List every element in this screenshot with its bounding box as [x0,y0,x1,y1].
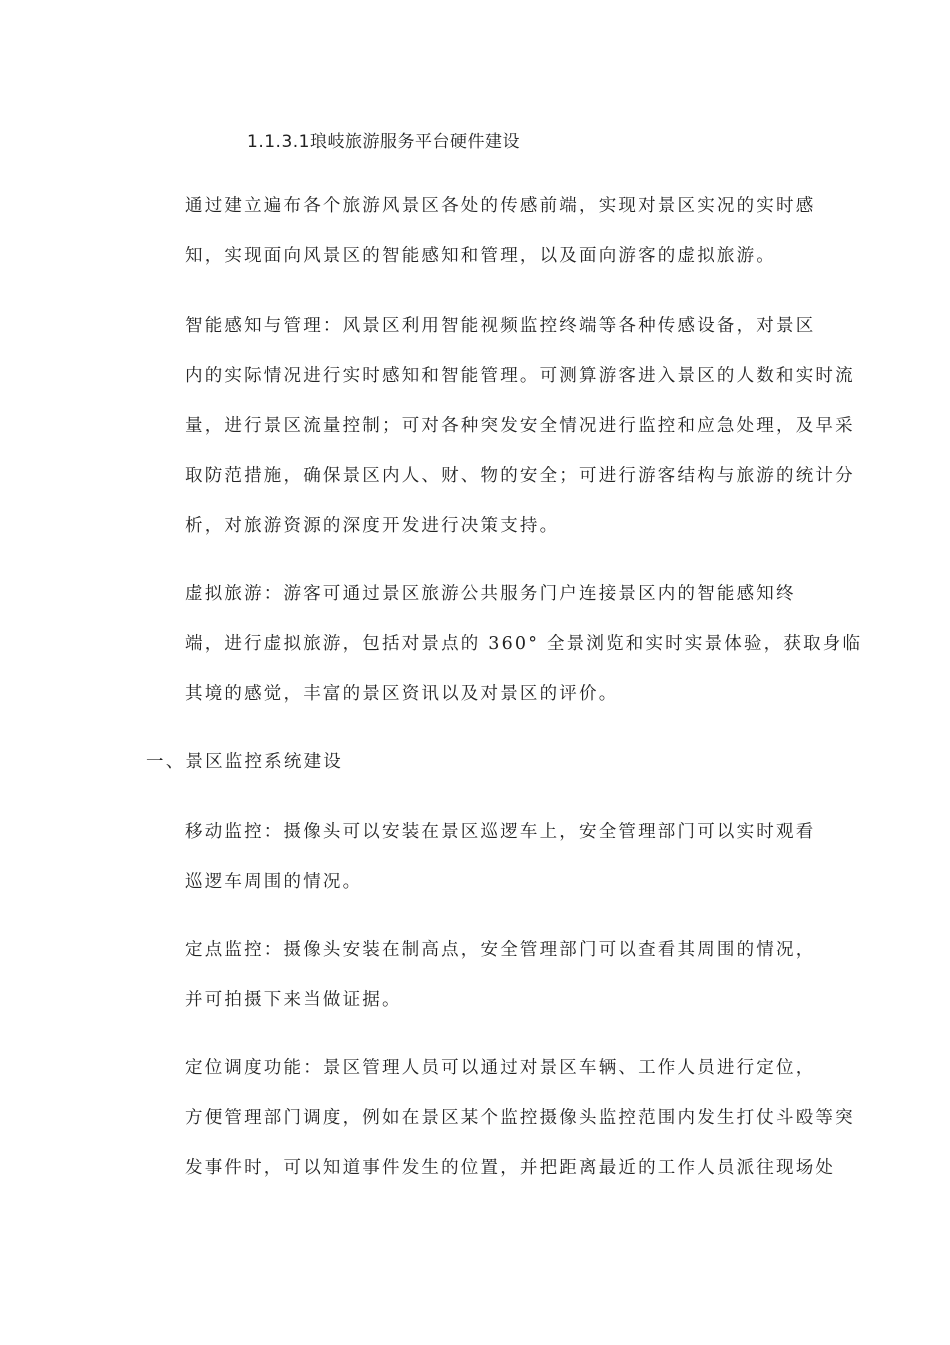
paragraph-line: 巡逻车周围的情况。 [185,872,363,892]
paragraph-line: 方便管理部门调度，例如在景区某个监控摄像头监控范围内发生打仗斗殴等突 [185,1108,855,1128]
paragraph-line: 内的实际情况进行实时感知和智能管理。可测算游客进入景区的人数和实时流 [185,366,855,386]
paragraph-line: 端，进行虚拟旅游，包括对景点的 360° 全景浏览和实时实景体验，获取身临 [185,634,863,654]
paragraph-line: 取防范措施，确保景区内人、财、物的安全；可进行游客结构与旅游的统计分 [185,466,855,486]
paragraph-line: 移动监控：摄像头可以安装在景区巡逻车上，安全管理部门可以实时观看 [185,822,816,842]
paragraph-fixed-monitoring [146,925,816,1025]
paragraph-line: 定位调度功能：景区管理人员可以通过对景区车辆、工作人员进行定位， [185,1058,816,1078]
paragraph-line: 知，实现面向风景区的智能感知和管理，以及面向游客的虚拟旅游。 [185,246,776,266]
paragraph-line: 虚拟旅游：游客可通过景区旅游公共服务门户连接景区内的智能感知终 [185,584,796,604]
paragraph-virtual-tour [146,569,863,719]
paragraph-smart-sensing [146,301,855,551]
paragraph-line: 通过建立遍布各个旅游风景区各处的传感前端，实现对景区实况的实时感 [185,196,816,216]
paragraph-line: 量，进行景区流量控制；可对各种突发安全情况进行监控和应急处理，及早采 [185,416,855,436]
paragraph-intro [146,181,816,281]
subheading-monitoring-system [146,737,806,787]
section-heading: 1.1.3.1琅岐旅游服务平台硬件建设 [247,132,520,152]
paragraph-line: 智能感知与管理：风景区利用智能视频监控终端等各种传感设备，对景区 [185,316,816,336]
paragraph-positioning-dispatch [146,1043,855,1193]
paragraph-line: 其境的感觉，丰富的景区资讯以及对景区的评价。 [185,684,619,704]
paragraph-line: 并可拍摄下来当做证据。 [185,990,402,1010]
subheading-line: 一、景区监控系统建设 [146,752,343,772]
paragraph-line: 析，对旅游资源的深度开发进行决策支持。 [185,516,560,536]
paragraph-line: 定点监控：摄像头安装在制高点，安全管理部门可以查看其周围的情况， [185,940,816,960]
paragraph-line: 发事件时，可以知道事件发生的位置，并把距离最近的工作人员派往现场处 [185,1158,836,1178]
paragraph-mobile-monitoring [146,807,816,907]
